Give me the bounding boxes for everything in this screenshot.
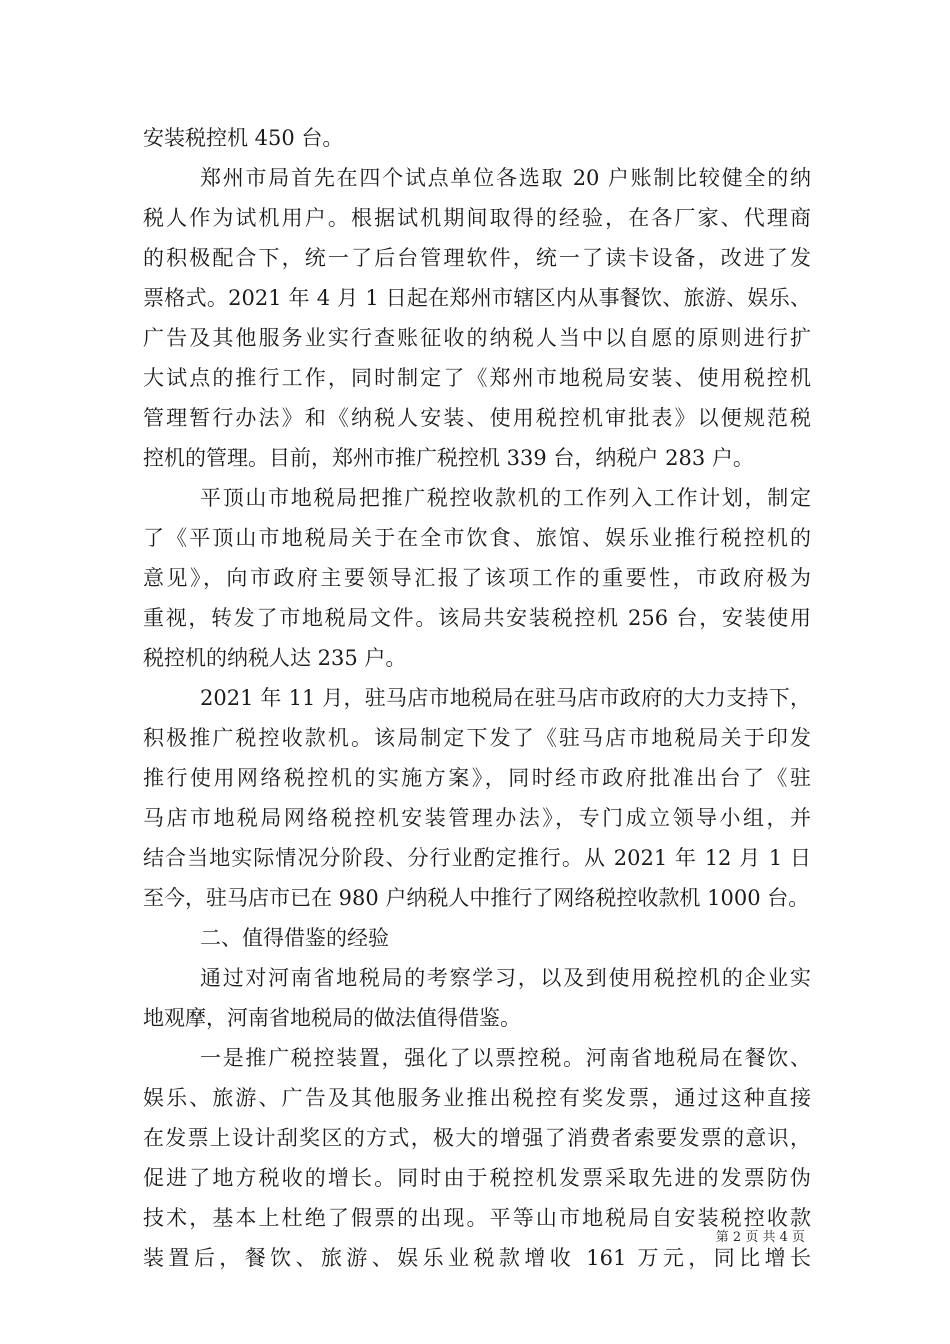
text-line: 安装税控机 450 台。 [143,126,344,150]
text-line: 税人作为试机用户。根据试机期间取得的经验，在各厂家、代理商 [143,206,811,230]
text-line: 管理暂行办法》和《纳税人安装、使用税控机审批表》以便规范税 [143,406,811,430]
text-line: 2021 年 11 月，驻马店市地税局在驻马店市政府的大力支持下， [200,686,811,710]
text-line: 大试点的推行工作，同时制定了《郑州市地税局安装、使用税控机 [143,366,811,390]
text-line: 票格式。2021 年 4 月 1 日起在郑州市辖区内从事餐饮、旅游、娱乐、 [143,286,811,310]
text-line: 促进了地方税收的增长。同时由于税控机发票采取先进的发票防伪 [143,1166,811,1190]
text-line: 结合当地实际情况分阶段、分行业酌定推行。从 2021 年 12 月 1 日 [143,846,811,870]
body-text [143,118,811,1278]
text-line: 娱乐、旅游、广告及其他服务业推出税控有奖发票，通过这种直接 [143,1086,811,1110]
text-line: 通过对河南省地税局的考察学习，以及到使用税控机的企业实 [200,966,811,990]
text-line: 控机的管理。目前，郑州市推广税控机 339 台，纳税户 283 户。 [143,446,754,470]
page-number: 第 2 页 共 4 页 [715,1230,805,1245]
text-line: 的积极配合下，统一了后台管理软件，统一了读卡设备，改进了发 [143,246,811,270]
text-line: 装置后，餐饮、旅游、娱乐业税款增收 161 万元，同比增长 [143,1246,811,1270]
text-line: 在发票上设计刮奖区的方式，极大的增强了消费者索要发票的意识， [143,1126,811,1150]
text-line: 广告及其他服务业实行查账征收的纳税人当中以自愿的原则进行扩 [143,326,811,350]
text-line: 税控机的纳税人达 235 户。 [143,646,407,670]
text-line: 至今，驻马店市已在 980 户纳税人中推行了网络税控收款机 1000 台。 [143,886,810,910]
text-line: 郑州市局首先在四个试点单位各选取 20 户账制比较健全的纳 [200,166,811,190]
text-line: 了《平顶山市地税局关于在全市饮食、旅馆、娱乐业推行税控机的 [143,526,811,550]
text-line: 平顶山市地税局把推广税控收款机的工作列入工作计划，制定 [200,486,811,510]
text-line: 二、值得借鉴的经验 [200,926,389,950]
text-line: 地观摩，河南省地税局的做法值得借鉴。 [143,1006,521,1030]
text-line: 推行使用网络税控机的实施方案》，同时经市政府批准出台了《驻 [143,766,811,790]
text-line: 重视，转发了市地税局文件。该局共安装税控机 256 台，安装使用 [143,606,811,630]
text-line: 一是推广税控装置，强化了以票控税。河南省地税局在餐饮、 [200,1046,811,1070]
text-line: 技术，基本上杜绝了假票的出现。平等山市地税局自安装税控收款 [143,1206,811,1230]
text-line: 意见》，向市政府主要领导汇报了该项工作的重要性，市政府极为 [143,566,811,590]
text-line: 马店市地税局网络税控机安装管理办法》，专门成立领导小组，并 [143,806,811,830]
text-line: 积极推广税控收款机。该局制定下发了《驻马店市地税局关于印发 [143,726,811,750]
